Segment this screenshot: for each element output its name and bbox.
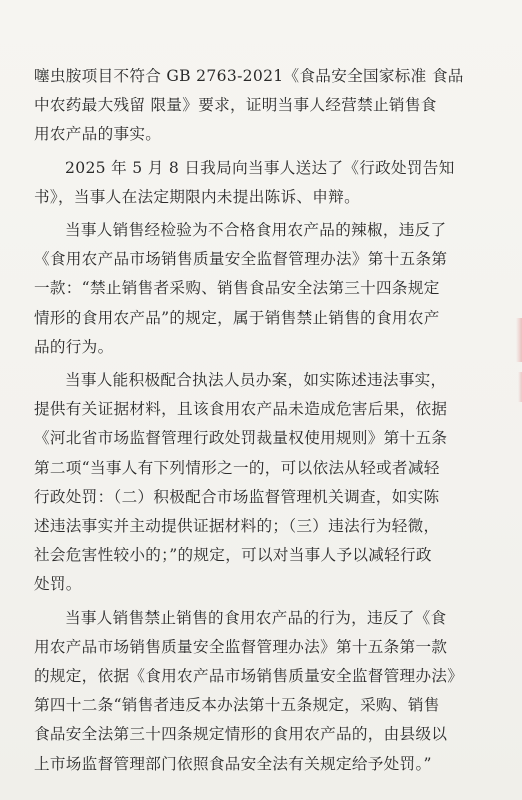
document-line: 行政处罚：（二）积极配合市场监督管理机关调查，如实陈 [34,487,440,506]
document-line: 用农产品的事实。 [34,125,162,144]
document-line: 处罚。 [34,575,82,594]
document-line: 上市场监督管理部门依照食品安全法有关规定给予处罚。” [34,754,432,773]
document-line: 品的行为。 [34,337,114,356]
document-line: 当事人能积极配合执法人员办案，如实陈述违法事实， [65,371,447,390]
document-line: 2025 年 5 月 8 日我局向当事人送达了《行政处罚告知 [65,158,455,177]
document-line: 食品安全法第三十四条规定情形的食用农产品的，由县级以 [34,725,448,744]
document-line: 中农药最大残留 限量》要求，证明当事人经营禁止销售食 [34,96,437,115]
document-line: 一款：“禁止销售者采购、销售食品安全法第三十四条规定 [34,279,440,298]
document-line: 社会危害性较小的；”的规定，可以对当事人予以减轻行政 [34,546,432,565]
document-line: 述违法事实并主动提供证据材料的；（三）违法行为轻微， [34,517,440,536]
document-line: 用农产品市场销售质量安全监督管理办法》第十五条第一款 [34,637,448,656]
document-line: 《食用农产品市场销售质量安全监督管理办法》第十五条第 [34,250,448,269]
document-line: 噻虫胺项目不符合 GB 2763-2021《食品安全国家标准 食品 [34,67,464,85]
document-body [34,62,496,779]
document-line: 第二项“当事人有下列情形之一的，可以依法从轻或者减轻 [34,458,440,477]
document-line: 情形的食用农产品”的规定，属于销售禁止销售的食用农产 [34,308,440,327]
document-line: 的规定，依据《食用农产品市场销售质量安全监督管理办法》 [34,667,464,686]
document-line: 当事人销售经检验为不合格食用农产品的辣椒，违反了 [65,221,447,240]
document-line: 第四十二条“销售者违反本办法第十五条规定，采购、销售 [34,696,440,715]
seal-stamp-edge-lower [518,372,522,402]
document-line: 书》，当事人在法定期限内未提出陈诉、申辩。 [34,187,360,206]
seal-stamp-edge [516,318,522,362]
document-line: 提供有关证据材料，且该食用农产品未造成危害后果，依据 [34,400,448,419]
document-line: 当事人销售禁止销售的食用农产品的行为，违反了《食 [65,608,447,627]
document-line: 《河北省市场监督管理行政处罚裁量权使用规则》第十五条 [34,429,448,448]
